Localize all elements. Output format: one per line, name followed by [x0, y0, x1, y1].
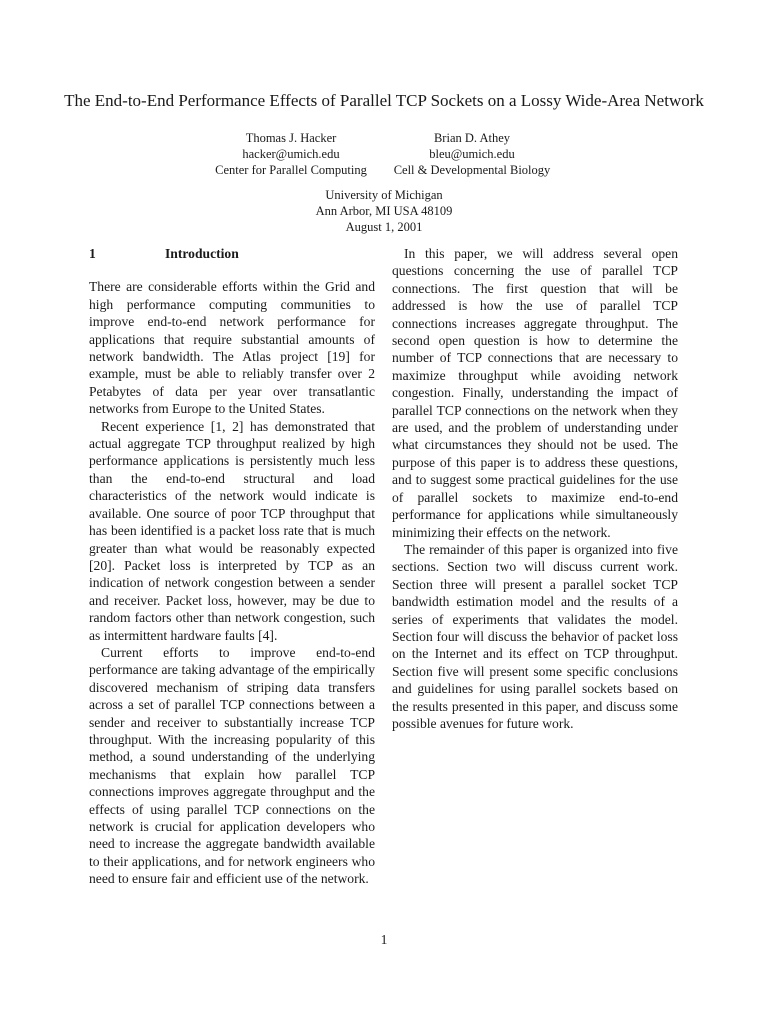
left-column	[89, 245, 375, 888]
paper-title: The End-to-End Performance Effects of Parallel TCP Sockets on a Lossy Wide-Area Network	[64, 91, 704, 110]
institution: University of Michigan	[325, 188, 443, 202]
paragraph-5: The remainder of this paper is organized into five sections. Section two will discuss current work. Section three will present a parallel socket TCP bandwidth estimation model and the results of a series of experiments that validates the model. Section four will discuss the behavior of packet loss on the Internet and its effect on TCP throughput. Section five will present some specific conclusions and guidelines for using parallel sockets based on the results presented in this paper, and discuss some possible avenues for future work.	[392, 541, 678, 731]
paragraph-3-text: Current efforts to improve end-to-end performance are taking advantage of the empirically discovered mechanism of striping data transfers across a set of parallel TCP connections between a sender and receiver to substantially increase TCP throughput. With the increasing popularity of this method, a sound understanding of the underlying mechanisms that explain how parallel TCP connections improves aggregate throughput and the effects of using parallel TCP connections on the network is crucial for application developers who need to increase the aggregate bandwidth available to their applications, and for network engineers who need to ensure fair and efficient use of the network.	[89, 644, 375, 887]
institution-block	[0, 187, 768, 235]
author-affiliation: Cell & Developmental Biology	[393, 163, 551, 177]
author-email: bleu@umich.edu	[429, 147, 515, 161]
section-title: Introduction	[165, 246, 239, 261]
author-affiliation: Center for Parallel Computing	[215, 163, 367, 177]
section-number: 1	[89, 246, 96, 261]
page-number: 1	[380, 932, 388, 947]
right-column	[392, 245, 678, 732]
paragraph-3	[89, 644, 375, 888]
paragraph-4: In this paper, we will address several open questions concerning the use of parallel TCP connections. The first question that will be addressed is how the use of parallel TCP connections increases aggregate throughput. The second open question is how to determine the number of TCP connections that are necessary to maximize throughput while avoiding network congestion. Finally, understanding the impact of parallel TCP connections on the network when they are used, and the problem of understanding under what circumstances they should not be used. The purpose of this paper is to address these questions, and to suggest some practical guidelines for the use of parallel sockets to maximize end-to-end performance for applications while simultaneously minimizing their effects on the network.	[392, 246, 678, 540]
paragraph-1: There are considerable efforts within the Grid and high performance computing communities to improve end-to-end network performance for applications that require substantial amounts of network bandwidth. The Atlas project [19] for example, must be able to reliably transfer over 2 Petabytes of data per year over transatlantic networks from Europe to the United States.	[89, 279, 375, 417]
date: August 1, 2001	[345, 220, 423, 234]
location: Ann Arbor, MI USA 48109	[315, 204, 453, 218]
author-name: Thomas J. Hacker	[245, 131, 337, 145]
author-2	[362, 130, 582, 178]
section-heading	[89, 245, 375, 262]
author-name: Brian D. Athey	[433, 131, 511, 145]
author-email: hacker@umich.edu	[242, 147, 340, 161]
paragraph-2: Recent experience [1, 2] has demonstrated that actual aggregate TCP throughput realized by high performance applications is persistently much less than the end-to-end structural and load characteristics of the network would indicate is available. One source of poor TCP throughput that has been identified is a packet loss rate that is much greater than what would be reasonably expected [20]. Packet loss is interpreted by TCP as an indication of network congestion between a sender and receiver. Packet loss, however, may be due to random factors other than network congestion, such as intermittent hardware faults [4].	[89, 418, 375, 643]
